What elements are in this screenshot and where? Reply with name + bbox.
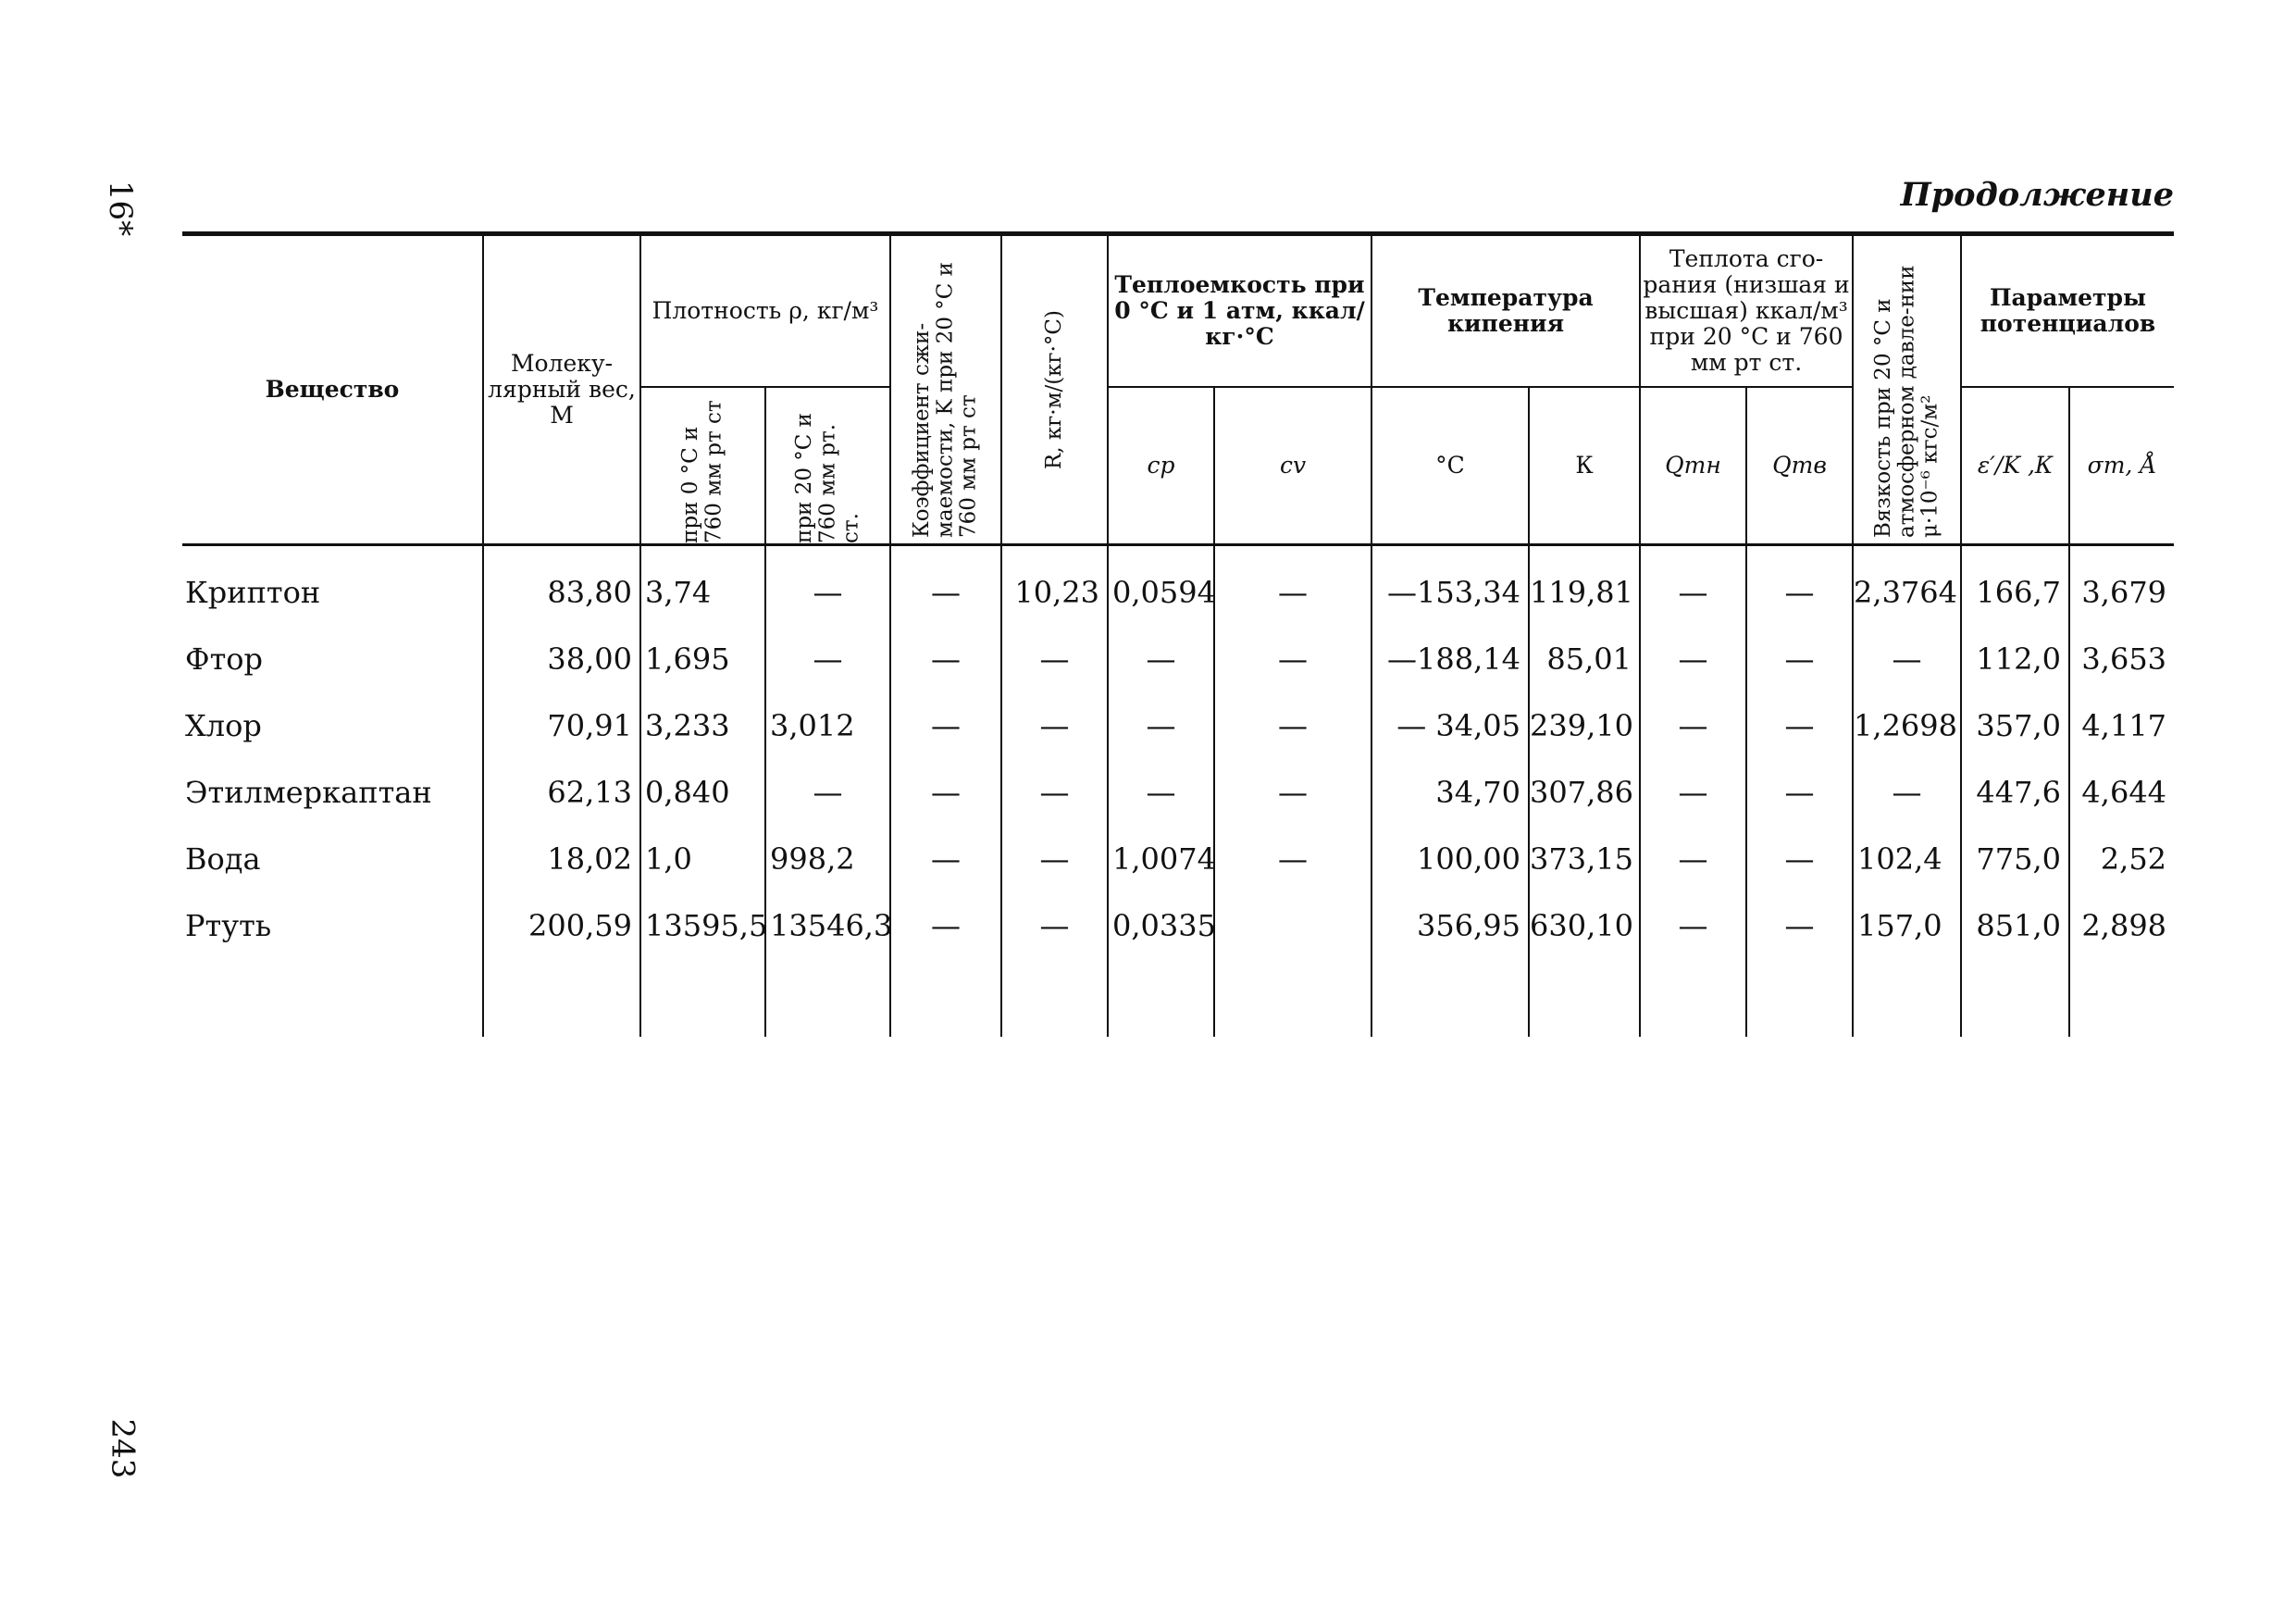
header-compressibility: Коэффициент сжи-маемости, K при 20 °C и 760 мм рт ст bbox=[890, 234, 1001, 545]
cell-boil-c: — 34,05 bbox=[1371, 692, 1529, 759]
cell-gas-constant: — bbox=[1001, 892, 1108, 959]
table-row bbox=[182, 759, 2174, 826]
cell-substance: Этилмеркаптан bbox=[185, 775, 432, 810]
cell-compressibility: — bbox=[890, 692, 1001, 759]
cell-mol-weight: 70,91 bbox=[483, 692, 640, 759]
cell-q-high: — bbox=[1746, 692, 1853, 759]
cell-viscosity: 2,3764 bbox=[1853, 545, 1961, 627]
cell-viscosity: — bbox=[1853, 759, 1961, 826]
cell-mol-weight: 62,13 bbox=[483, 759, 640, 826]
cell-cv: — bbox=[1214, 826, 1371, 892]
cell-density-20: 3,012 bbox=[765, 692, 890, 759]
cell-substance: Хлор bbox=[185, 708, 262, 743]
cell-boil-k: 307,86 bbox=[1529, 759, 1640, 826]
table-row bbox=[182, 545, 2174, 627]
header-q-low: Qтн bbox=[1640, 387, 1746, 545]
properties-table bbox=[182, 231, 2174, 1037]
cell-gas-constant: — bbox=[1001, 759, 1108, 826]
cell-boil-c: 356,95 bbox=[1371, 892, 1529, 959]
cell-gas-constant: — bbox=[1001, 826, 1108, 892]
page-number: 16* bbox=[102, 180, 140, 237]
header-density: Плотность ρ, кг/м³ bbox=[640, 234, 890, 388]
cell-sigma: 4,117 bbox=[2069, 692, 2174, 759]
cell-cv: — bbox=[1214, 692, 1371, 759]
header-gas-constant: R, кг·м/(кг·°C) bbox=[1001, 234, 1108, 545]
header-cv: cv bbox=[1214, 387, 1371, 545]
cell-gas-constant: — bbox=[1001, 692, 1108, 759]
cell-cp: — bbox=[1108, 626, 1214, 692]
cell-gas-constant: — bbox=[1001, 626, 1108, 692]
cell-viscosity: — bbox=[1853, 626, 1961, 692]
cell-density-0: 3,233 bbox=[640, 692, 765, 759]
cell-q-high: — bbox=[1746, 759, 1853, 826]
cell-q-high: — bbox=[1746, 826, 1853, 892]
cell-substance: Криптон bbox=[185, 575, 321, 610]
cell-q-low: — bbox=[1640, 545, 1746, 627]
cell-density-20: — bbox=[765, 759, 890, 826]
cell-sigma: 3,679 bbox=[2069, 545, 2174, 627]
header-sigma: σm, Å bbox=[2069, 387, 2174, 545]
cell-q-low: — bbox=[1640, 692, 1746, 759]
cell-density-20: 998,2 bbox=[765, 826, 890, 892]
header-boil-c: °C bbox=[1371, 387, 1529, 545]
cell-boil-k: 373,15 bbox=[1529, 826, 1640, 892]
cell-density-0: 13595,5 bbox=[640, 892, 765, 959]
cell-boil-k: 239,10 bbox=[1529, 692, 1640, 759]
cell-mol-weight: 200,59 bbox=[483, 892, 640, 959]
cell-boil-c: —153,34 bbox=[1371, 545, 1529, 627]
table-row bbox=[182, 892, 2174, 959]
cell-sigma: 3,653 bbox=[2069, 626, 2174, 692]
cell-density-20: 13546,3 bbox=[765, 892, 890, 959]
cell-q-high: — bbox=[1746, 626, 1853, 692]
cell-cv: — bbox=[1214, 626, 1371, 692]
cell-compressibility: — bbox=[890, 892, 1001, 959]
continuation-label: Продолжение bbox=[1900, 176, 2174, 214]
cell-boil-c: 34,70 bbox=[1371, 759, 1529, 826]
cell-q-low: — bbox=[1640, 826, 1746, 892]
cell-viscosity: 157,0 bbox=[1853, 892, 1961, 959]
cell-q-low: — bbox=[1640, 626, 1746, 692]
header-mol-weight: Молеку-лярный вес, M bbox=[483, 234, 640, 545]
header-density-20: при 20 °C и 760 мм рт. ст. bbox=[765, 387, 890, 545]
cell-eps-k: 851,0 bbox=[1961, 892, 2069, 959]
cell-boil-k: 85,01 bbox=[1529, 626, 1640, 692]
cell-cv: — bbox=[1214, 545, 1371, 627]
cell-density-20: — bbox=[765, 626, 890, 692]
cell-eps-k: 166,7 bbox=[1961, 545, 2069, 627]
cell-cp: — bbox=[1108, 692, 1214, 759]
table-row bbox=[182, 826, 2174, 892]
cell-compressibility: — bbox=[890, 759, 1001, 826]
cell-compressibility: — bbox=[890, 545, 1001, 627]
cell-boil-k: 630,10 bbox=[1529, 892, 1640, 959]
cell-cp: — bbox=[1108, 759, 1214, 826]
header-combustion-heat: Теплота сго-рания (низшая и высшая) ккал/м³ при 20 °C и 760 мм рт ст. bbox=[1640, 234, 1853, 388]
header-potential-params: Параметры потенциалов bbox=[1961, 234, 2174, 388]
header-boiling-temp: Температура кипения bbox=[1371, 234, 1640, 388]
cell-density-0: 1,0 bbox=[640, 826, 765, 892]
cell-eps-k: 447,6 bbox=[1961, 759, 2069, 826]
cell-density-0: 0,840 bbox=[640, 759, 765, 826]
cell-q-low: — bbox=[1640, 759, 1746, 826]
header-eps-k: ε′/K ,К bbox=[1961, 387, 2069, 545]
cell-substance: Ртуть bbox=[185, 908, 272, 943]
cell-gas-constant: 10,23 bbox=[1001, 545, 1108, 627]
cell-compressibility: — bbox=[890, 626, 1001, 692]
cell-compressibility: — bbox=[890, 826, 1001, 892]
cell-density-0: 1,695 bbox=[640, 626, 765, 692]
cell-cv bbox=[1214, 892, 1371, 959]
cell-mol-weight: 38,00 bbox=[483, 626, 640, 692]
table-row-blank bbox=[182, 959, 2174, 1037]
table-body bbox=[182, 545, 2174, 1038]
cell-density-0: 3,74 bbox=[640, 545, 765, 627]
cell-density-20: — bbox=[765, 545, 890, 627]
cell-sigma: 2,898 bbox=[2069, 892, 2174, 959]
cell-sigma: 4,644 bbox=[2069, 759, 2174, 826]
cell-mol-weight: 83,80 bbox=[483, 545, 640, 627]
header-boil-k: К bbox=[1529, 387, 1640, 545]
page-number-bottom: 243 bbox=[104, 1418, 142, 1479]
header-heat-capacity: Теплоемкость при 0 °C и 1 атм, ккал/кг·°C bbox=[1108, 234, 1371, 388]
table-row bbox=[182, 692, 2174, 759]
header-viscosity: Вязкость при 20 °C и атмосферном давле-нии μ·10⁻⁶ кгс/м² bbox=[1853, 234, 1961, 545]
cell-boil-c: —188,14 bbox=[1371, 626, 1529, 692]
table-header bbox=[182, 234, 2174, 545]
cell-cp: 0,0594 bbox=[1108, 545, 1214, 627]
cell-substance: Фтор bbox=[185, 641, 264, 677]
table-row bbox=[182, 626, 2174, 692]
cell-mol-weight: 18,02 bbox=[483, 826, 640, 892]
cell-cv: — bbox=[1214, 759, 1371, 826]
header-q-high: Qтв bbox=[1746, 387, 1853, 545]
cell-eps-k: 775,0 bbox=[1961, 826, 2069, 892]
cell-viscosity: 1,2698 bbox=[1853, 692, 1961, 759]
cell-viscosity: 102,4 bbox=[1853, 826, 1961, 892]
cell-q-high: — bbox=[1746, 545, 1853, 627]
cell-boil-k: 119,81 bbox=[1529, 545, 1640, 627]
cell-cp: 0,0335 bbox=[1108, 892, 1214, 959]
cell-sigma: 2,52 bbox=[2069, 826, 2174, 892]
header-substance: Вещество bbox=[182, 234, 483, 545]
cell-cp: 1,0074 bbox=[1108, 826, 1214, 892]
header-cp: cp bbox=[1108, 387, 1214, 545]
cell-eps-k: 357,0 bbox=[1961, 692, 2069, 759]
cell-q-low: — bbox=[1640, 892, 1746, 959]
cell-substance: Вода bbox=[185, 841, 261, 877]
cell-q-high: — bbox=[1746, 892, 1853, 959]
cell-boil-c: 100,00 bbox=[1371, 826, 1529, 892]
cell-eps-k: 112,0 bbox=[1961, 626, 2069, 692]
header-density-0: при 0 °C и 760 мм рт ст bbox=[640, 387, 765, 545]
